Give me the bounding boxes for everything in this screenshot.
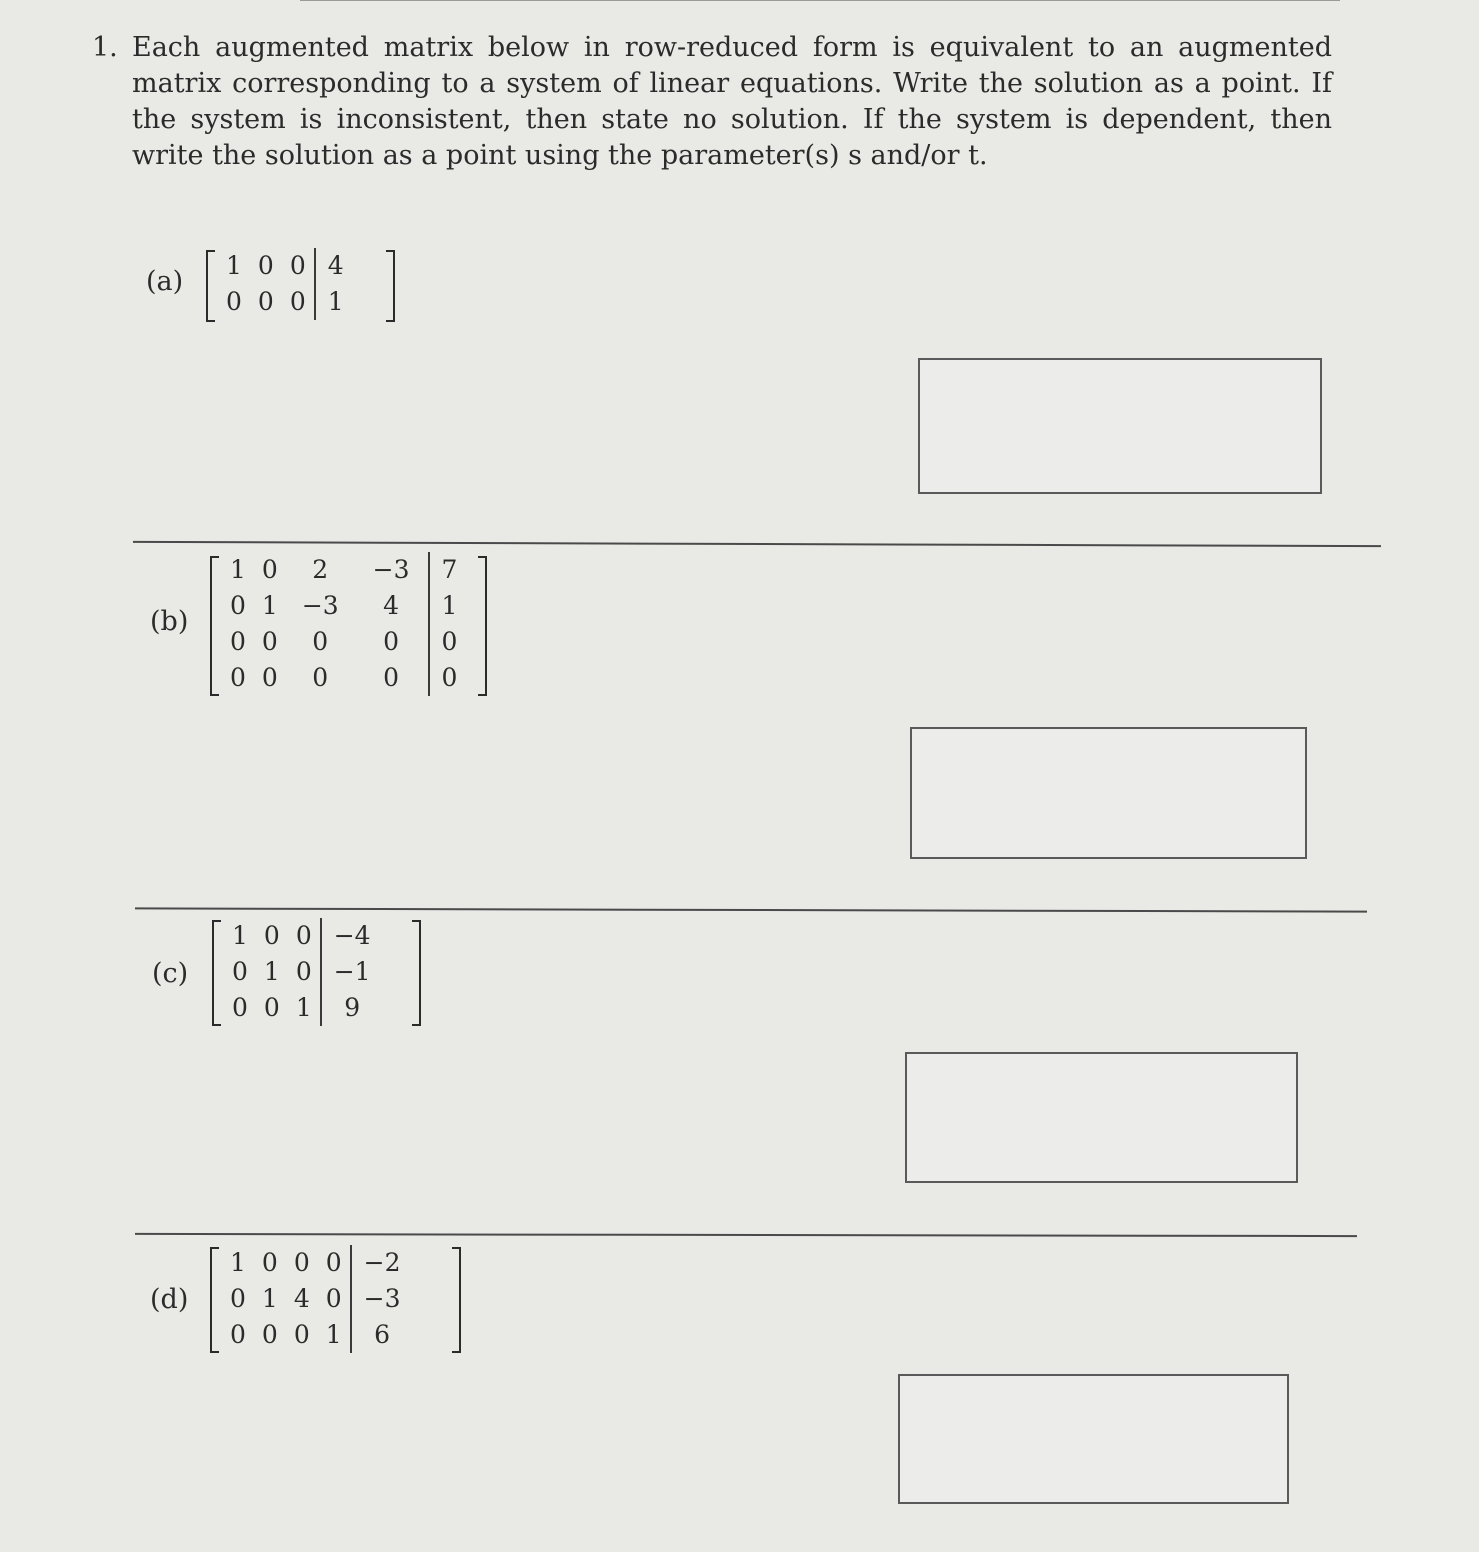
matrix-cell: 0 <box>295 921 312 950</box>
matrix-cell: 1 <box>295 993 312 1022</box>
matrix-augmented-cell: −1 <box>321 954 379 990</box>
matrix-cell: 0 <box>325 1248 342 1277</box>
matrix-cell: 0 <box>230 1320 246 1349</box>
matrix-row <box>224 990 379 1026</box>
matrix-cell: 0 <box>230 1284 246 1313</box>
matrix-cell: 1 <box>230 555 246 584</box>
section-divider <box>135 907 1367 912</box>
matrix-cell: 0 <box>230 627 246 656</box>
matrix-cell: 0 <box>257 287 274 316</box>
matrix-augmented-cell: 6 <box>351 1317 409 1353</box>
matrix-row <box>222 552 465 588</box>
section-divider <box>135 1233 1357 1237</box>
part-c-answer-box[interactable] <box>905 1052 1298 1183</box>
matrix-cell: 0 <box>257 251 274 280</box>
matrix-cell: 0 <box>261 627 278 656</box>
matrix-cell: 0 <box>263 993 280 1022</box>
matrix-cell: 0 <box>261 555 278 584</box>
matrix-augmented-cell: 4 <box>315 248 352 284</box>
part-a-right-bracket <box>386 250 395 322</box>
matrix-cell: 0 <box>226 287 242 316</box>
matrix-cell: 1 <box>232 921 248 950</box>
part-d-label: (d) <box>150 1284 189 1315</box>
problem-instructions: Each augmented matrix below in row-reduced form is equivalent to an augmented matrix corresponding to a system of linear equations. Write the solution as a point. If the system is inconsistent, then state no solution. If the system is dependent, then write the solution as a point using the parameter(s) s and/or t. <box>132 32 1332 171</box>
matrix-augmented-cell: 7 <box>429 552 466 588</box>
matrix-cell: 2 <box>312 555 329 584</box>
matrix-cell: 1 <box>230 1248 246 1277</box>
matrix-row <box>224 954 379 990</box>
part-b-matrix <box>222 552 465 696</box>
matrix-augmented-cell: −2 <box>351 1245 409 1281</box>
matrix-row <box>222 660 465 696</box>
matrix-row <box>222 1281 408 1317</box>
matrix-cell: 0 <box>232 993 248 1022</box>
matrix-cell: 0 <box>230 591 246 620</box>
top-rule <box>300 0 1340 1</box>
matrix-row <box>218 248 352 284</box>
part-c-left-bracket <box>212 920 221 1026</box>
part-a-left-bracket <box>206 250 215 322</box>
matrix-augmented-cell: 0 <box>429 660 466 696</box>
matrix-cell: 0 <box>289 287 306 316</box>
matrix-row <box>222 588 465 624</box>
matrix-cell: 0 <box>261 1320 278 1349</box>
matrix-cell: 0 <box>383 663 400 692</box>
matrix-cell: 1 <box>261 591 278 620</box>
matrix-cell: 0 <box>289 251 306 280</box>
matrix-cell: 4 <box>293 1284 310 1313</box>
matrix-cell: 0 <box>261 663 278 692</box>
matrix-augmented-cell: −4 <box>321 918 379 954</box>
part-b-label: (b) <box>150 606 189 637</box>
part-c-label: (c) <box>152 958 189 989</box>
matrix-cell: 0 <box>261 1248 278 1277</box>
matrix-cell: −3 <box>372 555 410 584</box>
matrix-cell: 0 <box>383 627 400 656</box>
problem-number: 1. <box>92 32 118 63</box>
part-a-label: (a) <box>146 266 184 297</box>
matrix-cell: 0 <box>295 957 312 986</box>
matrix-cell: 1 <box>325 1320 342 1349</box>
matrix-augmented-cell: 0 <box>429 624 466 660</box>
matrix-cell: 1 <box>263 957 280 986</box>
matrix-cell: −3 <box>301 591 339 620</box>
matrix-row <box>218 284 352 320</box>
part-d-left-bracket <box>210 1247 219 1353</box>
part-b-left-bracket <box>210 556 219 696</box>
matrix-cell: 1 <box>261 1284 278 1313</box>
matrix-augmented-cell: 1 <box>429 588 466 624</box>
matrix-cell: 0 <box>293 1248 310 1277</box>
matrix-row <box>222 624 465 660</box>
matrix-row <box>224 918 379 954</box>
matrix-cell: 0 <box>312 627 329 656</box>
part-c-matrix <box>224 918 379 1026</box>
part-b-answer-box[interactable] <box>910 727 1307 859</box>
matrix-cell: 0 <box>325 1284 342 1313</box>
matrix-row <box>222 1245 408 1281</box>
matrix-augmented-cell: −3 <box>351 1281 409 1317</box>
matrix-augmented-cell: 9 <box>321 990 379 1026</box>
section-divider <box>133 541 1381 547</box>
part-a-matrix <box>218 248 352 320</box>
part-a-answer-box[interactable] <box>918 358 1322 494</box>
matrix-augmented-cell: 1 <box>315 284 352 320</box>
part-d-answer-box[interactable] <box>898 1374 1289 1504</box>
matrix-cell: 0 <box>293 1320 310 1349</box>
matrix-row <box>222 1317 408 1353</box>
part-d-matrix <box>222 1245 408 1353</box>
matrix-cell: 0 <box>312 663 329 692</box>
part-c-right-bracket <box>412 920 421 1026</box>
matrix-cell: 0 <box>263 921 280 950</box>
matrix-cell: 0 <box>230 663 246 692</box>
matrix-cell: 0 <box>232 957 248 986</box>
matrix-cell: 4 <box>383 591 400 620</box>
part-b-right-bracket <box>478 556 487 696</box>
matrix-cell: 1 <box>226 251 242 280</box>
part-d-right-bracket <box>452 1247 461 1353</box>
